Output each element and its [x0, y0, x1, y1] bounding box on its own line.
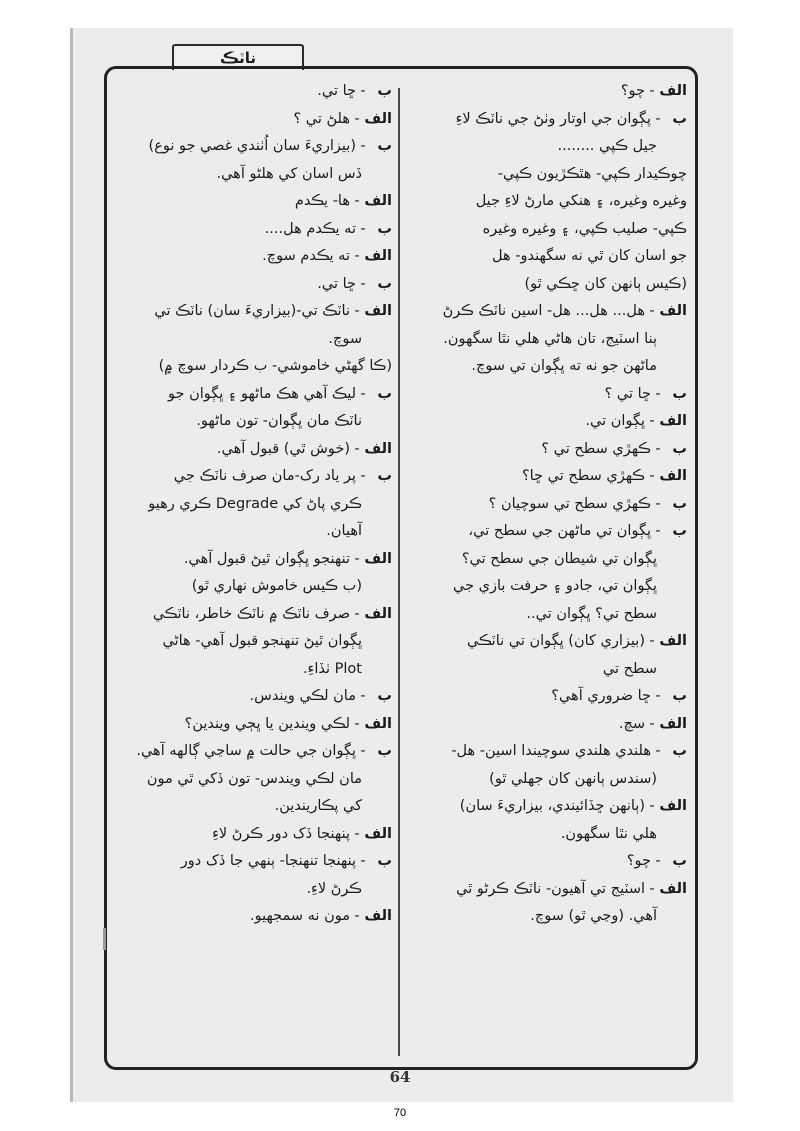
dialogue-line: [407, 463, 687, 491]
dialogue-text: سوچ.: [328, 330, 362, 347]
dialogue-text: ڇا ضروري آهي؟: [551, 688, 651, 704]
dialogue-text: صرف ناٽڪ ۾ ناٽڪ خاطر، ناٽڪي: [152, 605, 350, 622]
dialogue-text: مون نه سمجهيو.: [250, 908, 350, 924]
dialogue-text: (ڪيس ٻانهن کان ڇڪي ٿو): [524, 275, 687, 292]
speaker-dash: -: [649, 633, 655, 649]
speaker-dash: -: [354, 715, 360, 732]
speaker-dash: -: [649, 880, 655, 897]
speaker-label: ب: [377, 468, 392, 484]
dialogue-text: آهيان.: [326, 523, 362, 539]
dialogue-text: ته يڪدم سوچ.: [262, 248, 350, 264]
footer-number: 70: [393, 1107, 407, 1119]
speaker-label: الف: [364, 605, 392, 622]
dialogue-line: [112, 381, 392, 409]
speaker-dash: -: [649, 715, 655, 732]
dialogue-text: سطح تي: [602, 660, 657, 677]
speaker-label: الف: [659, 468, 687, 484]
speaker-dash: -: [655, 495, 661, 512]
speaker-label: الف: [364, 110, 392, 127]
speaker-label: ب: [377, 138, 392, 154]
dialogue-line: [407, 491, 687, 519]
speaker-dash: -: [649, 413, 655, 429]
dialogue-line: [112, 601, 392, 629]
dialogue-line: [112, 243, 392, 271]
dialogue-text: آهي. (وڃي ٿو) سوچ.: [530, 908, 657, 924]
dialogue-text: سچ.: [618, 715, 645, 732]
dialogue-text: چوڪيدار ڪپي- هٿڪڙيون ڪپي-: [497, 165, 687, 182]
dialogue-continuation: [407, 656, 687, 684]
speaker-dash: -: [649, 303, 655, 319]
dialogue-text: ڀڳوان تي ماڻهن جي سطح تي،: [468, 523, 651, 539]
dialogue-text: (ب ڪيس خاموش نهاري ٿو): [191, 578, 362, 594]
dialogue-text: چو؟: [626, 853, 651, 869]
dialogue-line: [407, 298, 687, 326]
dialogue-text: لڪي ويندين يا ڀڄي ويندين؟: [184, 715, 350, 732]
speaker-dash: -: [649, 83, 655, 99]
speaker-label: ب: [377, 275, 392, 292]
left-column: [112, 78, 392, 931]
dialogue-continuation: [407, 766, 687, 794]
dialogue-text: هل... هل... هل- اسين ناٽڪ ڪرڻ: [442, 303, 645, 319]
speaker-dash: -: [354, 110, 360, 127]
dialogue-continuation: [407, 243, 687, 271]
dialogue-text: ناٽڪ مان ڀڳوان- تون ماڻهو.: [196, 413, 362, 429]
dialogue-line: [112, 738, 392, 766]
speaker-label: الف: [659, 83, 687, 99]
dialogue-continuation: [112, 491, 392, 519]
speaker-label: ب: [672, 440, 687, 457]
page-number: 64: [389, 1068, 411, 1086]
speaker-dash: -: [655, 523, 661, 539]
dialogue-line: [407, 683, 687, 711]
dialogue-text: ليڪ آهي هڪ ماڻهو ۽ ڀڳوان جو: [168, 385, 356, 402]
dialogue-text: مان لڪي ويندس.: [249, 688, 356, 704]
dialogue-continuation: [407, 271, 687, 299]
speaker-dash: -: [354, 825, 360, 842]
speaker-label: ب: [377, 688, 392, 704]
dialogue-text: (بيزاريءَ سان اُٺندي غصي جو نوع): [148, 138, 356, 154]
speaker-label: الف: [659, 413, 687, 429]
dialogue-continuation: [112, 766, 392, 794]
dialogue-line: [112, 436, 392, 464]
speaker-label: الف: [659, 633, 687, 649]
speaker-dash: -: [655, 110, 661, 127]
speaker-dash: -: [354, 440, 360, 457]
running-header: ناٽڪ: [172, 44, 304, 70]
speaker-dash: -: [360, 138, 366, 154]
speaker-label: ب: [672, 688, 687, 704]
dialogue-text: ڪرڻ لاءِ.: [306, 880, 362, 897]
speaker-label: ب: [672, 743, 687, 759]
speaker-label: الف: [659, 798, 687, 814]
speaker-label: ب: [377, 743, 392, 759]
dialogue-text: ڇا تي.: [317, 83, 356, 99]
dialogue-text: ڪري پاڻ کي Degrade ڪري رهيو: [148, 495, 362, 512]
speaker-dash: -: [354, 248, 360, 264]
dialogue-continuation: [112, 656, 392, 684]
dialogue-text: مان لڪي ويندس- تون ڏکي ٿي مون: [146, 770, 362, 787]
dialogue-text: Plot ٺڏاءِ.: [302, 660, 362, 677]
dialogue-text: ماڻهن جو نه ته ڀڳوان تي سوچ.: [471, 358, 657, 374]
dialogue-continuation: [112, 793, 392, 821]
speaker-label: ب: [672, 110, 687, 127]
dialogue-text: ڪهڙي سطح تي ڇا؟: [521, 468, 645, 484]
dialogue-line: [407, 738, 687, 766]
dialogue-text: (ٻانهن ڇڏائيندي، بيزاريءَ سان): [459, 798, 645, 814]
speaker-dash: -: [354, 193, 360, 209]
dialogue-text: (سندس ٻانهن کان جهلي ٿو): [489, 770, 657, 787]
dialogue-text: ڇا تي ؟: [604, 385, 651, 402]
dialogue-text: ڀڳوان ٿيڻ تنهنجو قبول آهي- هاڻي: [162, 633, 362, 649]
speaker-label: الف: [364, 440, 392, 457]
dialogue-text: ڀڳوان جي حالت ۾ ساڃي ڳالهه آهي.: [136, 743, 356, 759]
dialogue-text: پر ياد رک-مان صرف ناٽڪ جي: [173, 468, 356, 484]
dialogue-continuation: [112, 161, 392, 189]
speaker-dash: -: [354, 605, 360, 622]
dialogue-continuation: [407, 326, 687, 354]
right-column: [407, 78, 687, 931]
speaker-label: الف: [364, 550, 392, 567]
dialogue-text: جو اسان کان ٿي نه سگهندو- هل: [492, 248, 687, 264]
dialogue-line: [112, 216, 392, 244]
dialogue-text: ڪپي- صليب ڪپي، ۽ وغيره وغيره: [482, 220, 687, 237]
dialogue-line: [407, 436, 687, 464]
speaker-label: ب: [672, 853, 687, 869]
speaker-dash: -: [655, 688, 661, 704]
dialogue-continuation: [112, 876, 392, 904]
dialogue-text: ڇا تي.: [317, 275, 356, 292]
dialogue-continuation: [407, 573, 687, 601]
dialogue-line: [112, 463, 392, 491]
scan-mark: [103, 928, 106, 950]
dialogue-text: پڳوان جي اوتار وٺڻ جي ناٽڪ لاءِ: [455, 110, 651, 127]
dialogue-text: ڀڳوان تي شيطان جي سطح تي؟: [461, 550, 657, 567]
speaker-label: ب: [672, 385, 687, 402]
speaker-label: الف: [364, 908, 392, 924]
speaker-label: ب: [377, 220, 392, 237]
dialogue-line: [112, 271, 392, 299]
dialogue-text: سطح تي؟ ڀڳوان تي..: [526, 605, 657, 622]
dialogue-line: [112, 133, 392, 161]
speaker-dash: -: [655, 853, 661, 869]
speaker-dash: -: [649, 468, 655, 484]
dialogue-line: [112, 683, 392, 711]
speaker-dash: -: [360, 688, 366, 704]
dialogue-text: (خوش ٿي) قبول آهي.: [216, 440, 350, 457]
speaker-label: الف: [364, 193, 392, 209]
column-divider: [398, 88, 400, 1056]
speaker-label: الف: [364, 715, 392, 732]
speaker-label: الف: [659, 303, 687, 319]
dialogue-line: [112, 106, 392, 134]
dialogue-continuation: [407, 216, 687, 244]
dialogue-line: [112, 848, 392, 876]
dialogue-text: هلندي هلندي سوچيندا اسين- هل-: [451, 743, 651, 759]
speaker-dash: -: [360, 743, 366, 759]
dialogue-continuation: [407, 821, 687, 849]
dialogue-line: [407, 848, 687, 876]
speaker-dash: -: [360, 853, 366, 869]
dialogue-text: ڀڳوان تي.: [585, 413, 645, 429]
dialogue-text: کي پڪاريندين.: [274, 798, 362, 814]
dialogue-text: تنهنجو ڀڳوان ٿيڻ قبول آهي.: [183, 550, 350, 567]
speaker-label: الف: [364, 303, 392, 319]
dialogue-continuation: [112, 573, 392, 601]
dialogue-line: [112, 711, 392, 739]
dialogue-continuation: [112, 326, 392, 354]
dialogue-continuation: [407, 601, 687, 629]
speaker-dash: -: [655, 440, 661, 457]
dialogue-text: پنهنجا ڏک دور ڪرڻ لاءِ: [212, 825, 350, 842]
dialogue-text: جيل ڪپي ........: [557, 138, 657, 154]
speaker-label: الف: [364, 825, 392, 842]
speaker-label: ب: [672, 495, 687, 512]
speaker-dash: -: [354, 550, 360, 567]
dialogue-text: هلڻ تي ؟: [293, 110, 350, 127]
speaker-dash: -: [360, 220, 366, 237]
speaker-dash: -: [655, 385, 661, 402]
speaker-label: ب: [377, 853, 392, 869]
speaker-dash: -: [649, 798, 655, 814]
dialogue-text: پنهنجا تنهنجا- ٻنهي جا ڏک دور: [180, 853, 356, 869]
dialogue-text: چو؟: [620, 83, 645, 99]
dialogue-text: ناٽڪ تي-(بيزاريءَ سان) ناٽڪ تي: [154, 303, 350, 319]
dialogue-text: ٻنا اسٽيج، تان هاڻي هلي نٿا سگهون.: [443, 330, 657, 347]
speaker-label: ب: [377, 385, 392, 402]
dialogue-line: [407, 876, 687, 904]
dialogue-continuation: [407, 903, 687, 931]
dialogue-text: وغيره وغيره، ۽ هنکي مارڻ لاءِ جيل: [475, 193, 687, 209]
dialogue-line: [407, 518, 687, 546]
dialogue-line: [112, 78, 392, 106]
dialogue-continuation: [407, 353, 687, 381]
dialogue-continuation: [112, 628, 392, 656]
speaker-dash: -: [655, 743, 661, 759]
speaker-dash: -: [360, 385, 366, 402]
dialogue-line: [407, 628, 687, 656]
speaker-dash: -: [360, 83, 366, 99]
dialogue-continuation: [407, 133, 687, 161]
dialogue-line: [112, 821, 392, 849]
dialogue-continuation: [112, 518, 392, 546]
dialogue-line: [112, 903, 392, 931]
dialogue-text: ڪهڙي سطح تي ؟: [541, 440, 651, 457]
dialogue-line: [407, 381, 687, 409]
dialogue-continuation: [112, 408, 392, 436]
dialogue-line: [407, 408, 687, 436]
speaker-dash: -: [360, 468, 366, 484]
dialogue-line: [407, 793, 687, 821]
dialogue-continuation: [407, 161, 687, 189]
speaker-dash: -: [354, 908, 360, 924]
dialogue-continuation: [407, 188, 687, 216]
dialogue-line: [112, 546, 392, 574]
dialogue-text: (بيزاري کان) ڀڳوان تي ناٽڪي: [466, 633, 645, 649]
speaker-label: ب: [672, 523, 687, 539]
dialogue-text: ڏس اسان کي هلڻو آهي.: [216, 165, 362, 182]
dialogue-line: [112, 188, 392, 216]
speaker-label: الف: [659, 880, 687, 897]
dialogue-text: ها- يڪدم: [294, 193, 350, 209]
speaker-dash: -: [360, 275, 366, 292]
dialogue-line: [112, 298, 392, 326]
dialogue-text: ڀڳوان تي، جادو ۽ حرفت بازي جي: [453, 578, 657, 594]
dialogue-text: ڪهڙي سطح تي سوچيان ؟: [488, 495, 651, 512]
speaker-label: ب: [377, 83, 392, 99]
dialogue-text: ته يڪدم هل....: [264, 220, 356, 237]
dialogue-continuation: [407, 546, 687, 574]
speaker-dash: -: [354, 303, 360, 319]
dialogue-text: هلي نٿا سگهون.: [560, 825, 657, 842]
dialogue-text: اسٽيج تي آهيون- ناٽڪ ڪرڻو ٿي: [456, 880, 645, 897]
speaker-label: الف: [659, 715, 687, 732]
dialogue-line: [407, 78, 687, 106]
dialogue-continuation: [112, 353, 392, 381]
dialogue-line: [407, 711, 687, 739]
dialogue-line: [407, 106, 687, 134]
dialogue-text: (ڪا گهڻي خاموشي- ب ڪردار سوچ ۾): [158, 358, 392, 374]
speaker-label: الف: [364, 248, 392, 264]
